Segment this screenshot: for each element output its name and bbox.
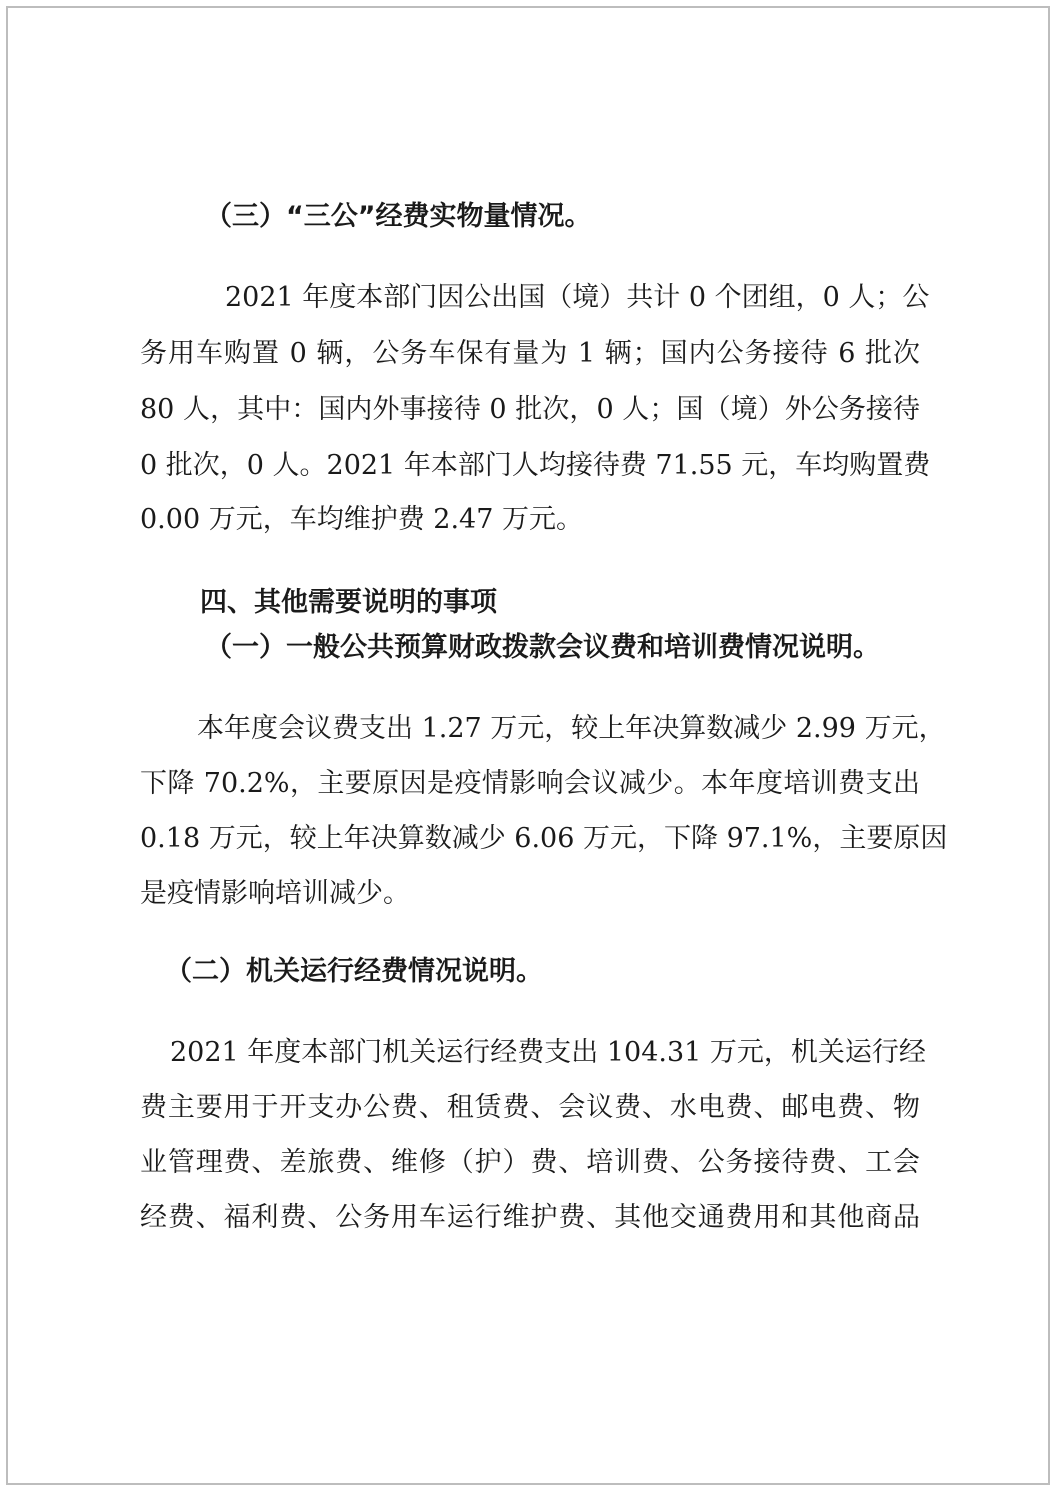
sub2-line-2: 费主要用于开支办公费、租赁费、会议费、水电费、邮电费、物 [140,1092,920,1123]
section3-line-3: 80 人，其中：国内外事接待 0 批次，0 人；国（境）外公务接待 [140,394,920,425]
sub1-line-4: 是疫情影响培训减少。 [140,878,410,909]
sub2-title: （二）机关运行经费情况说明。 [165,956,543,987]
section3-line-1: 2021 年度本部门因公出国（境）共计 0 个团组，0 人；公 [225,282,930,313]
sub2-line-3: 业管理费、差旅费、维修（护）费、培训费、公务接待费、工会 [140,1147,920,1178]
sub1-line-1: 本年度会议费支出 1.27 万元，较上年决算数减少 2.99 万元， [197,713,946,744]
part4-title: 四、其他需要说明的事项 [200,587,497,618]
section3-line-5: 0.00 万元，车均维护费 2.47 万元。 [140,504,583,535]
sub1-line-2: 下降 70.2%，主要原因是疫情影响会议减少。本年度培训费支出 [140,768,920,799]
section3-title: （三）“三公”经费实物量情况。 [205,201,592,232]
sub1-line-3: 0.18 万元，较上年决算数减少 6.06 万元，下降 97.1%，主要原因 [140,823,948,854]
sub1-title: （一）一般公共预算财政拨款会议费和培训费情况说明。 [205,632,880,663]
sub2-line-4: 经费、福利费、公务用车运行维护费、其他交通费用和其他商品 [140,1202,920,1233]
sub2-line-1: 2021 年度本部门机关运行经费支出 104.31 万元，机关运行经 [170,1037,926,1068]
section3-line-2: 务用车购置 0 辆，公务车保有量为 1 辆；国内公务接待 6 批次 [140,338,920,369]
section3-line-4: 0 批次，0 人。2021 年本部门人均接待费 71.55 元，车均购置费 [140,450,931,481]
